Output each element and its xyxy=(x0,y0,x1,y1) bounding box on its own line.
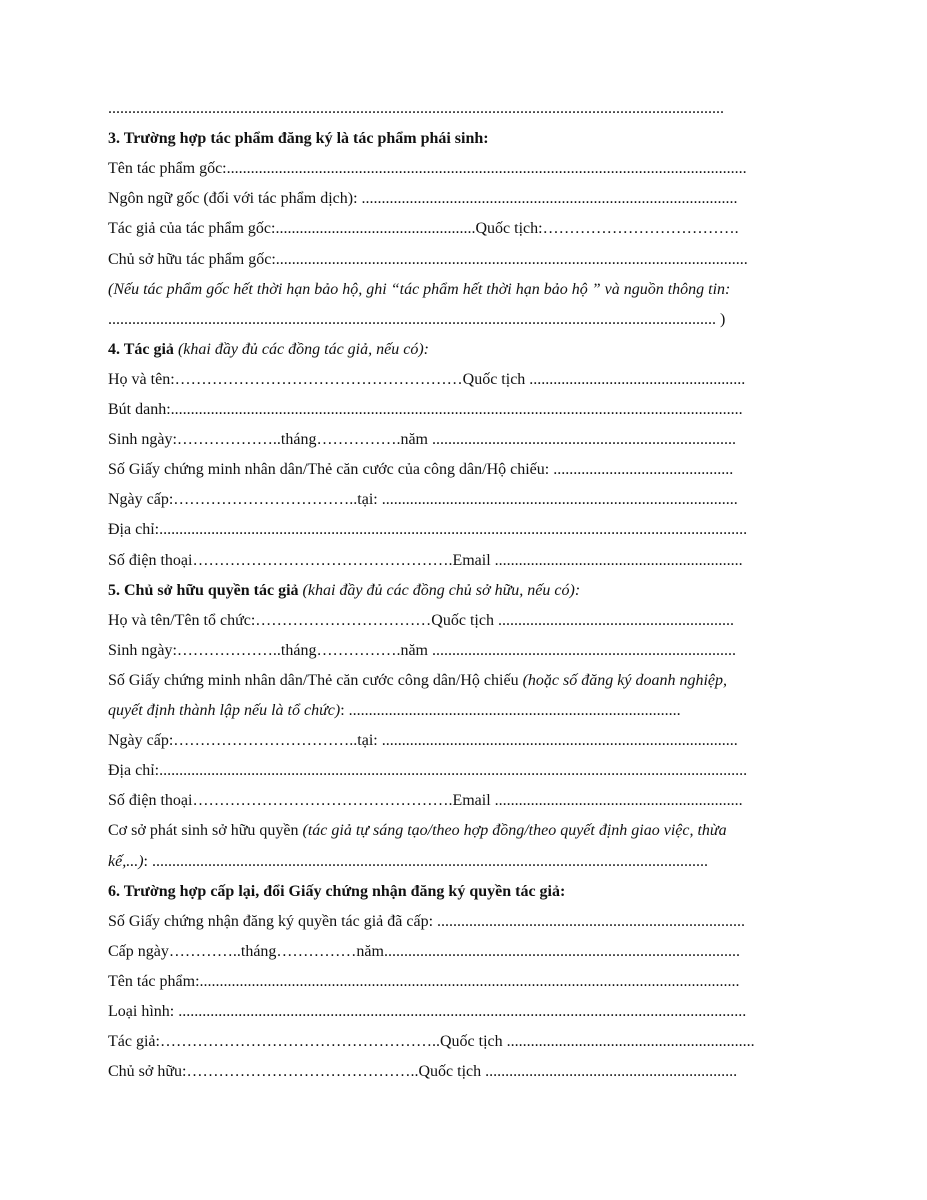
field-text: Số điện thoại………………………………………….Email .............................................................. xyxy=(108,552,743,569)
form-line xyxy=(108,760,826,782)
form-line xyxy=(108,851,826,873)
form-line xyxy=(108,1061,826,1083)
field-text: Số Giấy chứng nhận đăng ký quyền tác giả đã cấp: ............................................................................. xyxy=(108,913,746,930)
form-line xyxy=(108,580,826,602)
instruction-text: (khai đầy đủ các đồng tác giả, nếu có): xyxy=(177,341,429,358)
form-line xyxy=(108,550,826,572)
field-text: Số điện thoại………………………………………….Email .............................................................. xyxy=(108,792,743,809)
field-text: Chủ sở hữu:……………………………………..Quốc tịch ............................................................... xyxy=(108,1063,738,1080)
field-text: Sinh ngày:………………..tháng…………….năm ............................................................................ xyxy=(108,642,736,659)
form-line xyxy=(108,640,826,662)
instruction-text: quyết định thành lập nếu là tổ chức) xyxy=(108,702,341,719)
field-text: Họ và tên/Tên tổ chức:……………………………Quốc tịch ........................................................... xyxy=(108,612,734,629)
field-text: Loại hình: .............................................................................................................................................. xyxy=(108,1003,747,1020)
form-line xyxy=(108,279,826,301)
instruction-text: kế,...) xyxy=(108,853,144,870)
form-line xyxy=(108,790,826,812)
form-line xyxy=(108,128,826,150)
field-text: Ngày cấp:……………………………..tại: ......................................................................................... xyxy=(108,491,738,508)
form-line xyxy=(108,670,826,692)
form-line xyxy=(108,911,826,933)
field-text: Bút danh:............................................................................................................................................... xyxy=(108,401,743,418)
form-line xyxy=(108,971,826,993)
section-heading: 6. Trường hợp cấp lại, đổi Giấy chứng nhận đăng ký quyền tác giả: xyxy=(108,883,566,900)
form-line xyxy=(108,158,826,180)
form-line xyxy=(108,309,826,331)
form-line xyxy=(108,700,826,722)
form-line xyxy=(108,820,826,842)
form-line xyxy=(108,489,826,511)
field-text: Cấp ngày…………..tháng……………năm......................................................................................... xyxy=(108,943,740,960)
form-line xyxy=(108,459,826,481)
form-line xyxy=(108,218,826,240)
field-text: Sinh ngày:………………..tháng…………….năm ............................................................................ xyxy=(108,431,736,448)
field-text: ........................................................................................................................................................ ) xyxy=(108,311,726,328)
form-line xyxy=(108,429,826,451)
form-line xyxy=(108,1001,826,1023)
field-text: Tác giả:……………………………………………..Quốc tịch .............................................................. xyxy=(108,1033,755,1050)
form-line xyxy=(108,519,826,541)
section-heading: 3. Trường hợp tác phẩm đăng ký là tác phẩm phái sinh: xyxy=(108,130,489,147)
field-text: Tên tác phẩm:....................................................................................................................................... xyxy=(108,973,740,990)
field-text: Ngôn ngữ gốc (đối với tác phẩm dịch): .............................................................................................. xyxy=(108,190,738,207)
form-line xyxy=(108,369,826,391)
section-heading: 4. Tác giả xyxy=(108,341,178,358)
field-text: : ................................................................................... xyxy=(340,702,681,719)
form-line xyxy=(108,730,826,752)
field-text: Họ và tên:………………………………………………Quốc tịch ...................................................... xyxy=(108,371,746,388)
field-text: .......................................................................................................................................................... xyxy=(108,100,724,117)
form-line xyxy=(108,339,826,361)
form-line xyxy=(108,98,826,120)
form-line xyxy=(108,1031,826,1053)
instruction-text: (Nếu tác phẩm gốc hết thời hạn bảo hộ, ghi “tác phẩm hết thời hạn bảo hộ ” và nguồn thông tin: xyxy=(108,281,731,298)
instruction-text: (khai đầy đủ các đồng chủ sở hữu, nếu có): xyxy=(302,582,581,599)
form-line xyxy=(108,881,826,903)
form-line xyxy=(108,610,826,632)
field-text: Cơ sở phát sinh sở hữu quyền xyxy=(108,822,303,839)
instruction-text: (hoặc số đăng ký doanh nghiệp, xyxy=(522,672,727,689)
field-text: Số Giấy chứng minh nhân dân/Thẻ căn cước công dân/Hộ chiếu xyxy=(108,672,523,689)
field-text: Ngày cấp:……………………………..tại: ......................................................................................... xyxy=(108,732,738,749)
field-text: Địa chỉ:................................................................................................................................................... xyxy=(108,521,748,538)
form-line xyxy=(108,399,826,421)
field-text: Địa chỉ:................................................................................................................................................... xyxy=(108,762,748,779)
instruction-text: (tác giả tự sáng tạo/theo hợp đồng/theo quyết định giao việc, thừa xyxy=(302,822,727,839)
field-text: Số Giấy chứng minh nhân dân/Thẻ căn cước của công dân/Hộ chiếu: ............................................. xyxy=(108,461,734,478)
field-text: : ........................................................................................................................................... xyxy=(143,853,708,870)
field-text: Chủ sở hữu tác phẩm gốc:...................................................................................................................... xyxy=(108,251,748,268)
section-heading: 5. Chủ sở hữu quyền tác giả xyxy=(108,582,303,599)
field-text: Tác giả của tác phẩm gốc:..................................................Quốc tịch:………………………………. xyxy=(108,220,739,237)
form-line xyxy=(108,188,826,210)
form-line xyxy=(108,249,826,271)
form-line xyxy=(108,941,826,963)
field-text: Tên tác phẩm gốc:.................................................................................................................................. xyxy=(108,160,747,177)
